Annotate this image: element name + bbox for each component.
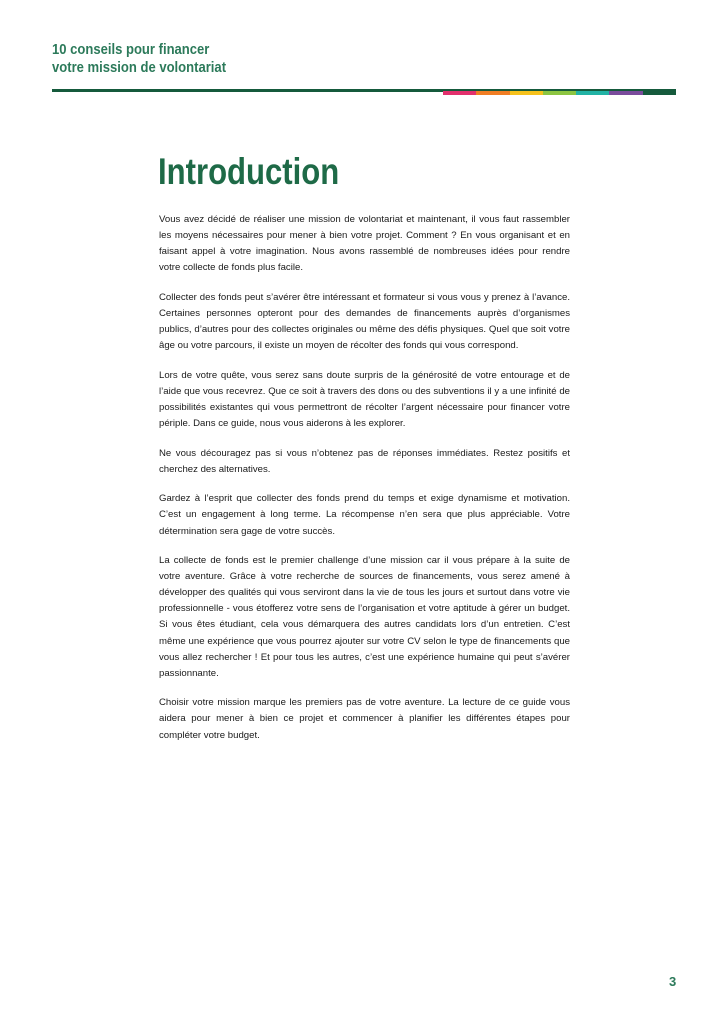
color-strip-segment xyxy=(543,91,576,95)
color-strip-segment xyxy=(643,91,676,95)
document-header-title xyxy=(52,41,226,77)
color-strip-segment xyxy=(576,91,609,95)
body-text xyxy=(159,212,570,757)
color-strip-segment xyxy=(609,91,642,95)
paragraph: Gardez à l’esprit que collecter des fonds prend du temps et exige dynamisme et motivation. C’est un engagement à long terme. La récompense n’en sera que plus appréciable. Votre détermination sera gage de votre succès. xyxy=(159,493,570,537)
header-title-line-2: votre mission de volontariat xyxy=(52,60,227,76)
paragraph: La collecte de fonds est le premier challenge d’une mission car il vous prépare à la suite de votre aventure. Grâce à votre recherche de sources de financements, vous serez amené à développer des qualités qui vous serviront dans la vie de tous les jours et surtout dans votre vie professionnelle - vous étofferez votre sens de l’organisation et votre aptitude à gérer un budget. Si vous êtes étudiant, cela vous démarquera des autres candidats lors d’un entretien. C’est même une expérience que vous pourrez ajouter sur votre CV selon le type de financements que vous allez rechercher ! Et pour tous les autres, c’est une expérience humaine qui peut s’avérer passionnante. xyxy=(159,555,570,679)
color-strip-segment xyxy=(443,91,476,95)
color-strip-segment xyxy=(510,91,543,95)
paragraph: Lors de votre quête, vous serez sans doute surpris de la générosité de votre entourage et de l’aide que vous recevrez. Que ce soit à travers des dons ou des subventions il y a une infinité de possibilités existantes qui vous permettront de récolter l’argent nécessaire pour financer votre périple. Dans ce guide, nous vous aiderons à les explorer. xyxy=(159,369,570,430)
paragraph: Choisir votre mission marque les premiers pas de votre aventure. La lecture de ce guide vous aidera pour mener à bien ce projet et commencer à planifier les différentes étapes pour compléter votre budget. xyxy=(159,697,570,741)
paragraph: Vous avez décidé de réaliser une mission de volontariat et maintenant, il vous faut rassembler les moyens nécessaires pour mener à bien votre projet. Comment ? En vous organisant et en faisant appel à votre imagination. Nous avons rassemblé de nombreuses idées pour rendre votre collecte de fonds plus facile. xyxy=(159,214,570,274)
page-title: Introduction xyxy=(158,151,340,192)
header-title-line-1: 10 conseils pour financer xyxy=(52,42,210,58)
color-strip-segment xyxy=(476,91,509,95)
header-color-strip xyxy=(443,91,676,95)
paragraph: Collecter des fonds peut s’avérer être intéressant et formateur si vous vous y prenez à l’avance. Certaines personnes opteront pour des demandes de financements auprès d’organismes publics, d’autres pour des collectes originales ou même des défis physiques. Quel que soit votre âge ou votre parcours, il existe un moyen de récolter des fonds qui vous correspond. xyxy=(159,291,570,352)
paragraph: Ne vous découragez pas si vous n’obtenez pas de réponses immédiates. Restez positifs et cherchez des alternatives. xyxy=(159,447,570,475)
page-number: 3 xyxy=(669,974,677,989)
